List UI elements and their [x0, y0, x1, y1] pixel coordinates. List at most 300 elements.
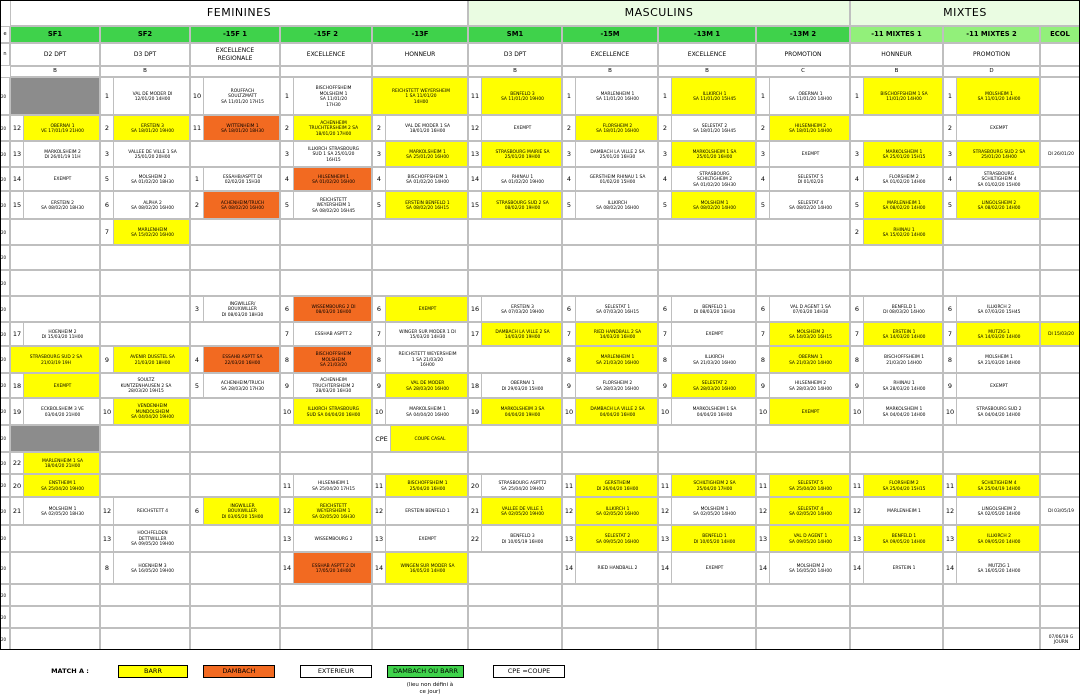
match-cell[interactable] [10, 191, 100, 219]
match-cell[interactable] [468, 77, 562, 115]
match-day-number: 13 [470, 150, 480, 158]
match-day-number: 14 [852, 564, 862, 572]
team-division: HONNEUR [404, 50, 436, 58]
team-header-2[interactable] [190, 26, 280, 43]
match-day-number: 19 [12, 407, 22, 416]
match-cell[interactable] [468, 474, 562, 497]
match-cell[interactable] [372, 474, 468, 497]
match-day-number: 12 [758, 507, 768, 515]
match-cell[interactable] [10, 167, 100, 191]
match-yellow [863, 78, 943, 115]
match-text: MOLSHEIM 2 SA 14/03/20 16H15 [789, 329, 832, 340]
grid-cell [850, 628, 943, 650]
match-day-number: 12 [564, 507, 574, 515]
match-cell[interactable] [468, 296, 562, 322]
match-cell[interactable] [468, 525, 562, 552]
match-cell[interactable] [658, 373, 756, 398]
date-label [0, 322, 10, 346]
match-yellow [385, 142, 468, 167]
match-cell[interactable] [756, 552, 850, 584]
match-white [113, 168, 190, 191]
match-cell[interactable] [468, 322, 562, 346]
grid-cell [756, 584, 850, 606]
match-cell[interactable] [280, 115, 372, 141]
grid-cell [1040, 346, 1080, 373]
match-text: HILSENHEIM 1 SA 25/04/20 17H15 [312, 481, 355, 492]
match-cell[interactable] [372, 373, 468, 398]
match-cell[interactable] [756, 346, 850, 373]
team-header-6[interactable] [562, 26, 658, 43]
team-name: SF1 [47, 30, 63, 39]
match-cell[interactable] [280, 497, 372, 525]
date-fragment: 20 [1, 460, 7, 466]
match-cell[interactable] [850, 373, 943, 398]
match-cell[interactable] [190, 77, 280, 115]
match-cell[interactable] [190, 346, 280, 373]
grid-cell [280, 219, 372, 245]
match-white [23, 399, 100, 425]
match-cell[interactable] [280, 77, 372, 115]
grid-cell [1040, 398, 1080, 425]
match-cell[interactable] [943, 167, 1040, 191]
match-cell[interactable] [10, 474, 100, 497]
match-day-number: 5 [104, 175, 110, 183]
team-header-7[interactable] [658, 26, 756, 43]
match-text: MOLSHEIM 2 SA 16/05/20 14H00 [789, 563, 832, 574]
team-header-0[interactable] [10, 26, 100, 43]
match-cell[interactable] [280, 373, 372, 398]
match-cell[interactable] [562, 322, 658, 346]
match-cell[interactable] [100, 219, 190, 245]
match-cell[interactable] [658, 346, 756, 373]
grid-cell [1040, 606, 1080, 628]
match-cell[interactable] [10, 346, 100, 373]
match-cell[interactable] [100, 398, 190, 425]
match-cell[interactable] [1040, 322, 1080, 346]
match-cell[interactable] [100, 552, 190, 584]
match-white [113, 553, 190, 584]
match-cell[interactable] [658, 77, 756, 115]
match-cell[interactable] [850, 322, 943, 346]
match-cell[interactable] [100, 141, 190, 167]
grid-cell [850, 425, 943, 452]
match-text: RHINAU 1 SA 15/02/20 14H00 [882, 227, 926, 238]
match-cell[interactable] [280, 296, 372, 322]
match-cell[interactable] [850, 346, 943, 373]
match-cell[interactable] [943, 474, 1040, 497]
match-text: LINGOLSHEIM 2 SA 02/05/20 14H00 [977, 506, 1021, 517]
match-text: SCHILTIGHEIM 4 SA 25/04/19 14H00 [977, 481, 1021, 492]
match-cell[interactable] [850, 296, 943, 322]
match-cell[interactable] [943, 497, 1040, 525]
match-cell[interactable] [562, 141, 658, 167]
match-day-number: 12 [852, 507, 862, 515]
match-yellow [23, 453, 100, 474]
match-cell[interactable] [850, 141, 943, 167]
team-division: EXCELLENCE [590, 50, 630, 58]
match-cell[interactable] [562, 525, 658, 552]
match-cell[interactable] [100, 373, 190, 398]
legend-item-0 [118, 665, 188, 678]
match-day-number: 6 [194, 507, 200, 515]
team-poule: B [53, 68, 57, 75]
grid-cell [658, 452, 756, 474]
match-cell[interactable] [850, 167, 943, 191]
match-cell[interactable] [658, 497, 756, 525]
team-header-8[interactable] [756, 26, 850, 43]
match-text: VAL DE MODER SA 28/03/20 16H00 [406, 381, 449, 392]
match-text: MUTZIG 1 SA 16/05/20 14H00 [977, 563, 1021, 574]
match-cell[interactable] [100, 77, 190, 115]
match-cell[interactable] [756, 322, 850, 346]
match-day-number: 7 [566, 330, 572, 338]
match-cell[interactable] [468, 141, 562, 167]
match-cell[interactable] [100, 167, 190, 191]
match-cell[interactable] [468, 115, 562, 141]
match-cell[interactable] [562, 296, 658, 322]
match-day-number: 1 [662, 92, 668, 100]
match-text: EXEMPT [53, 177, 72, 183]
match-day-number: 6 [376, 305, 382, 313]
match-cell[interactable] [943, 191, 1040, 219]
match-day-number: 10 [852, 407, 862, 416]
match-cell[interactable] [850, 77, 943, 115]
grid-cell [1040, 584, 1080, 606]
match-cell[interactable] [10, 322, 100, 346]
match-white [481, 168, 562, 191]
grid-cell [190, 452, 280, 474]
match-cell[interactable] [562, 474, 658, 497]
match-cell[interactable] [10, 497, 100, 525]
grid-cell [562, 270, 658, 296]
match-cell[interactable] [10, 452, 100, 474]
match-cell[interactable] [658, 115, 756, 141]
match-cell[interactable] [756, 141, 850, 167]
match-day-number: 6 [662, 305, 668, 313]
match-text: MARLENHEIM 1 SA 18/04/20 21H00 [42, 458, 83, 469]
match-day-number: 4 [566, 175, 572, 183]
match-cell[interactable] [658, 167, 756, 191]
match-cell[interactable] [190, 115, 280, 141]
match-cell[interactable] [280, 141, 372, 167]
match-yellow [11, 347, 100, 373]
match-cell[interactable] [100, 115, 190, 141]
match-cell[interactable] [372, 497, 468, 525]
team-header-11[interactable] [1040, 26, 1080, 43]
match-cell[interactable] [850, 191, 943, 219]
team-header-10[interactable] [943, 26, 1040, 43]
match-text: BISCHOFFSHEIM MOLSHEIM SA 21/03/20 [315, 352, 352, 369]
match-cell[interactable] [100, 525, 190, 552]
grid-cell [372, 628, 468, 650]
match-cell[interactable] [756, 191, 850, 219]
match-cell[interactable] [372, 167, 468, 191]
date-fragment: 20 [1, 592, 7, 598]
match-text: STRASBOURG SUD 2 SA 25/01/20 14H00 [972, 149, 1026, 160]
match-day-number: 4 [760, 175, 766, 183]
match-cell[interactable] [372, 346, 468, 373]
match-day-number: 16 [470, 305, 480, 313]
match-text: EXEMPT [513, 126, 532, 132]
match-day-number: 8 [104, 564, 110, 572]
match-text: BENFELD 1 DI 10/05/20 14H00 [693, 534, 736, 545]
match-cell[interactable] [280, 474, 372, 497]
match-text: EXEMPT [418, 536, 437, 542]
grid-cell [658, 219, 756, 245]
match-cell[interactable] [658, 141, 756, 167]
match-yellow [373, 78, 468, 115]
grid-cell [468, 270, 562, 296]
match-cell[interactable] [756, 296, 850, 322]
date-fragment: 20 [1, 508, 7, 514]
match-yellow [671, 78, 756, 115]
match-text: MARKOLSHEIM 1 SA 25/01/20 16H00 [406, 149, 449, 160]
match-cell[interactable] [756, 398, 850, 425]
grid-cell [943, 628, 1040, 650]
match-cell[interactable] [850, 219, 943, 245]
match-cell[interactable] [372, 77, 468, 115]
match-day-number: 9 [760, 381, 766, 390]
match-cell[interactable] [100, 191, 190, 219]
match-white [671, 323, 756, 346]
match-cell[interactable] [943, 346, 1040, 373]
match-cell[interactable] [943, 552, 1040, 584]
match-day-number: 6 [854, 305, 860, 313]
team-header-3[interactable] [280, 26, 372, 43]
team-header-5[interactable] [468, 26, 562, 43]
grid-cell [756, 628, 850, 650]
match-day-number: 5 [566, 201, 572, 209]
match-cell[interactable] [10, 115, 100, 141]
match-day-number: 5 [760, 201, 766, 209]
match-cell[interactable] [10, 373, 100, 398]
match-cell[interactable] [190, 167, 280, 191]
grid-cell [190, 141, 280, 167]
match-white [769, 142, 850, 167]
match-white [203, 374, 280, 398]
match-day-number: 14 [564, 564, 574, 572]
match-cell[interactable] [10, 141, 100, 167]
team-header-9[interactable] [850, 26, 943, 43]
match-cell[interactable] [372, 322, 468, 346]
match-day-number: 1 [566, 92, 572, 100]
grid-cell [100, 270, 190, 296]
match-cell[interactable] [562, 373, 658, 398]
match-text: ACHENHEIM/TRUCH SA 08/02/20 16H00 [220, 200, 265, 211]
match-cell[interactable] [100, 497, 190, 525]
match-white [23, 192, 100, 219]
grid-cell [10, 628, 100, 650]
grid-cell [372, 245, 468, 270]
match-cell[interactable] [850, 398, 943, 425]
match-white [863, 297, 943, 322]
match-cell[interactable] [372, 115, 468, 141]
match-text: ERSTEIN 3 SA 07/03/20 19H00 [501, 304, 544, 315]
match-cell[interactable] [756, 115, 850, 141]
match-cell[interactable] [562, 552, 658, 584]
match-cell[interactable] [280, 525, 372, 552]
match-cell[interactable] [850, 474, 943, 497]
match-cell[interactable] [943, 115, 1040, 141]
match-cell[interactable] [943, 296, 1040, 322]
match-cell[interactable] [280, 167, 372, 191]
match-cell[interactable] [468, 497, 562, 525]
match-yellow [863, 475, 943, 497]
match-cell[interactable] [562, 77, 658, 115]
match-cell[interactable] [372, 296, 468, 322]
match-cell[interactable] [562, 346, 658, 373]
grid-cell [468, 628, 562, 650]
match-cell[interactable] [1040, 628, 1080, 650]
match-cell[interactable] [943, 322, 1040, 346]
match-cell[interactable] [372, 552, 468, 584]
match-cell[interactable] [850, 552, 943, 584]
match-cell[interactable] [943, 141, 1040, 167]
match-day-number: 4 [947, 175, 953, 183]
match-cell[interactable] [190, 191, 280, 219]
match-yellow [956, 475, 1040, 497]
grid-cell [1040, 552, 1080, 584]
match-cell[interactable] [562, 167, 658, 191]
match-yellow [481, 192, 562, 219]
match-cell[interactable] [562, 115, 658, 141]
date-label [0, 497, 10, 525]
match-day-number: 8 [284, 355, 290, 364]
match-cell[interactable] [190, 296, 280, 322]
match-yellow [956, 142, 1040, 167]
grid-cell [190, 322, 280, 346]
match-cell[interactable] [1040, 497, 1080, 525]
date-fragment: 20 [1, 565, 7, 571]
match-text: LINGOLSHEIM 2 SA 08/02/20 14H00 [977, 200, 1021, 211]
match-cell[interactable] [943, 398, 1040, 425]
match-cell[interactable] [658, 474, 756, 497]
date-label [0, 398, 10, 425]
match-cell[interactable] [280, 322, 372, 346]
match-cell[interactable] [468, 398, 562, 425]
match-text: BENFELD 1 DI 08/03/20 14H00 [883, 304, 925, 315]
match-day-number: 13 [852, 534, 862, 543]
team-division: HONNEUR [881, 50, 912, 58]
grid-cell [468, 606, 562, 628]
match-cell[interactable] [562, 191, 658, 219]
match-cell[interactable] [372, 398, 468, 425]
match-cell[interactable] [468, 191, 562, 219]
team-header-4[interactable] [372, 26, 468, 43]
match-cell[interactable] [10, 77, 100, 115]
match-cell[interactable] [850, 497, 943, 525]
match-text: BISCHOFFSHEIM 1 SA 11/01/20 14H00 [880, 91, 928, 102]
grid-cell [468, 245, 562, 270]
match-day-number: 19 [470, 407, 480, 416]
date-label [0, 191, 10, 219]
match-cell[interactable] [658, 322, 756, 346]
match-text: ILLKIRCH 2 SA 07/03/20 15H45 [977, 304, 1021, 315]
match-cell[interactable] [756, 525, 850, 552]
match-cell[interactable] [756, 77, 850, 115]
match-cell[interactable] [280, 346, 372, 373]
match-cell[interactable] [850, 525, 943, 552]
match-cell[interactable] [943, 525, 1040, 552]
legend-label: BARR [144, 667, 162, 676]
match-cell[interactable] [756, 167, 850, 191]
match-cell[interactable] [372, 191, 468, 219]
match-day-number: 3 [566, 150, 572, 158]
match-text: SELESTAT 2 SA 09/05/20 16H00 [596, 534, 639, 545]
match-cell[interactable] [10, 425, 100, 452]
match-day-number: 7 [104, 228, 110, 236]
match-text: STRASBOURG SUD 2 SA 04/04/20 14H00 [976, 407, 1022, 418]
match-day-number: 9 [284, 381, 290, 390]
match-white [671, 553, 756, 584]
match-white [1041, 498, 1080, 525]
match-cell[interactable] [10, 398, 100, 425]
match-cell[interactable] [658, 191, 756, 219]
match-day-number: 13 [282, 534, 292, 543]
match-cell[interactable] [562, 497, 658, 525]
match-cell[interactable] [100, 346, 190, 373]
match-cell[interactable] [658, 552, 756, 584]
match-text: ILLKIRCH SA 08/02/20 16H00 [596, 200, 639, 211]
match-yellow [481, 498, 562, 525]
match-day-number: 2 [854, 228, 860, 236]
match-yellow [671, 475, 756, 497]
match-cell[interactable] [658, 398, 756, 425]
match-text: RIED HANDBALL 2 [597, 566, 638, 572]
match-day-number: 3 [104, 150, 110, 158]
match-cell[interactable] [280, 191, 372, 219]
match-text: HILSENHEIM 1 SA 01/02/20 16H00 [312, 174, 355, 185]
match-cell[interactable] [756, 474, 850, 497]
grid-cell [190, 584, 280, 606]
team-name: -11 MIXTES 2 [966, 30, 1017, 39]
match-white [863, 399, 943, 425]
team-header-1[interactable] [100, 26, 190, 43]
match-text: ESSAHB/ASPTT DI 02/02/20 15H30 [222, 174, 263, 185]
match-cell[interactable] [190, 373, 280, 398]
legend-note [385, 679, 475, 699]
match-yellow [769, 323, 850, 346]
match-text: EXEMPT [990, 126, 1008, 132]
match-text: ERSTEIN 1 SA 14/03/20 14H00 [882, 329, 926, 340]
match-cell[interactable] [756, 497, 850, 525]
match-cell[interactable] [190, 497, 280, 525]
team-poule: B [894, 68, 899, 75]
grid-cell [658, 584, 756, 606]
match-cell[interactable] [468, 167, 562, 191]
match-cell[interactable] [658, 525, 756, 552]
match-cell[interactable] [1040, 141, 1080, 167]
match-day-number: 6 [947, 305, 953, 313]
match-cell[interactable] [280, 552, 372, 584]
match-cell[interactable] [372, 525, 468, 552]
team-division-3 [280, 43, 372, 66]
match-cell[interactable] [562, 398, 658, 425]
team-division: D3 DPT [133, 50, 157, 58]
match-cell[interactable] [943, 77, 1040, 115]
match-cell[interactable] [468, 373, 562, 398]
match-cell[interactable] [756, 373, 850, 398]
match-cell[interactable] [372, 425, 468, 452]
match-cell[interactable] [943, 373, 1040, 398]
match-cell[interactable] [372, 141, 468, 167]
team-name: SF2 [137, 30, 153, 39]
match-white [671, 168, 756, 191]
grid-cell [658, 270, 756, 296]
match-day-number: 14 [945, 564, 955, 572]
match-cell[interactable] [658, 296, 756, 322]
match-cell[interactable] [280, 398, 372, 425]
